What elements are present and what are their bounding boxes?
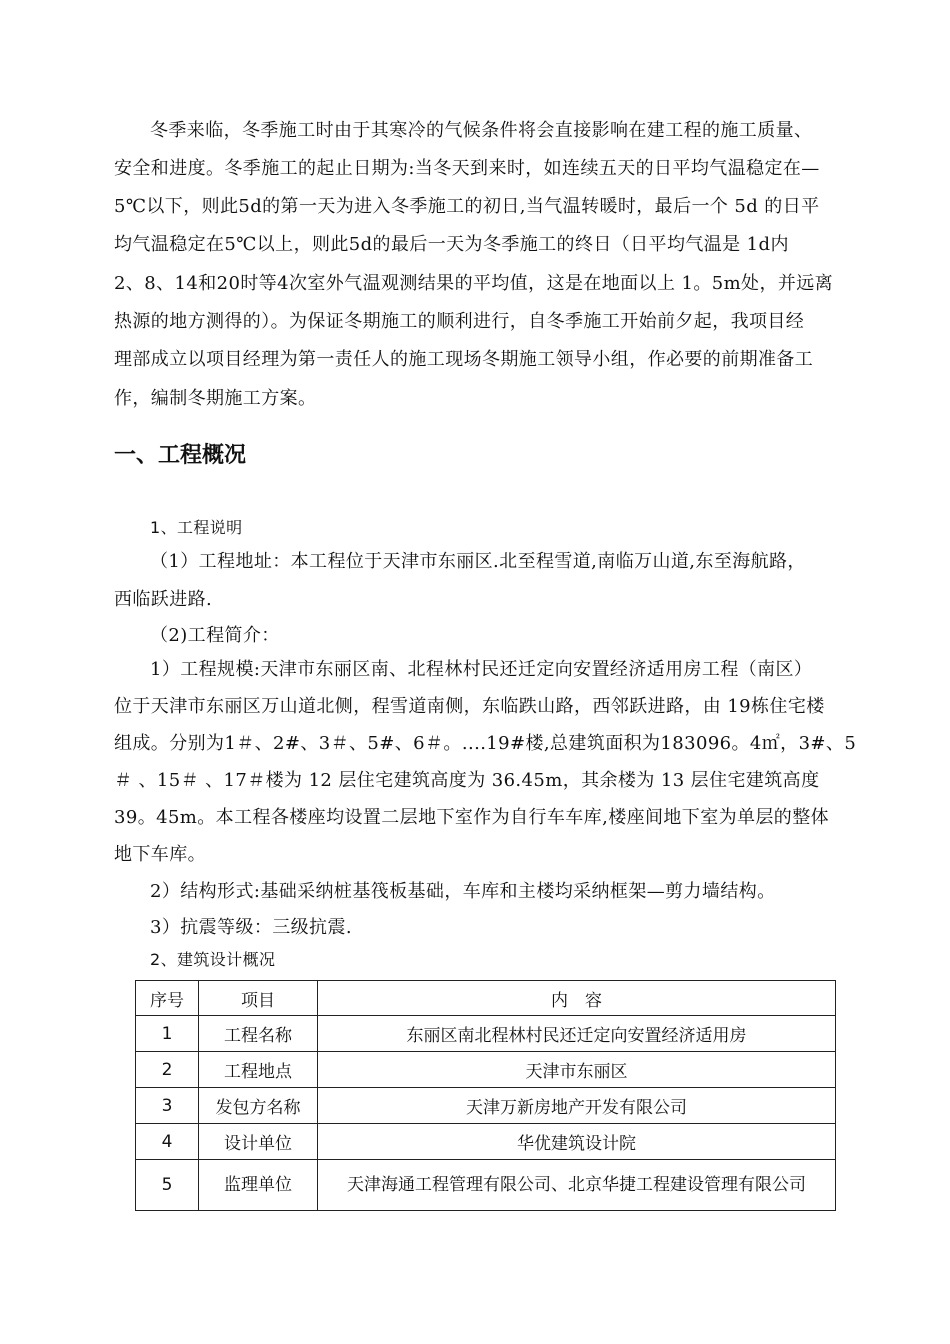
cell-index: 1 — [136, 1016, 199, 1052]
cell-item: 工程地点 — [199, 1052, 318, 1088]
intro-subheading: （2)工程简介： — [150, 625, 280, 646]
address-line-1: （1）工程地址：本工程位于天津市东丽区.北至程雪道,南临万山道,东至海航路， — [150, 551, 806, 572]
scale-line-4: ＃ 、15＃ 、17＃楼为 12 层住宅建筑高度为 36.45m，其余楼为 13 层住宅建筑高度 — [114, 770, 820, 791]
table-row — [136, 1160, 836, 1211]
intro-line-3: 5℃以下，则此5d的第一天为进入冬季施工的初日,当气温转暖时，最后一个 5d 的日平 — [114, 196, 820, 217]
section-heading: 一、工程概况 — [114, 443, 247, 468]
cell-index: 4 — [136, 1124, 199, 1160]
cell-index: 3 — [136, 1088, 199, 1124]
cell-content: 东丽区南北程林村民还迁定向安置经济适用房 — [318, 1016, 836, 1052]
intro-line-6: 热源的地方测得的）。为保证冬期施工的顺利进行，自冬季施工开始前夕起，我项目经 — [114, 311, 805, 332]
scale-line-2: 位于天津市东丽区万山道北侧，程雪道南侧，东临跌山路，西邻跃进路，由 19栋住宅楼 — [114, 696, 825, 717]
cell-item: 设计单位 — [199, 1124, 318, 1160]
table-row — [136, 1088, 836, 1124]
structure-line: 2）结构形式:基础采纳桩基筏板基础，车库和主楼均采纳框架—剪力墙结构。 — [150, 881, 776, 902]
table-row — [136, 1052, 836, 1088]
intro-line-2: 安全和进度。冬季施工的起止日期为:当冬天到来时，如连续五天的日平均气温稳定在— — [114, 158, 820, 179]
cell-content: 天津海通工程管理有限公司、北京华捷工程建设管理有限公司 — [318, 1160, 836, 1211]
scale-line-6: 地下车库。 — [114, 844, 206, 865]
scale-line-1: 1）工程规模:天津市东丽区南、北程林村民还迁定向安置经济适用房工程（南区） — [150, 659, 813, 680]
cell-index: 2 — [136, 1052, 199, 1088]
cell-item: 监理单位 — [199, 1160, 318, 1211]
cell-item: 发包方名称 — [199, 1088, 318, 1124]
intro-line-7: 理部成立以项目经理为第一责任人的施工现场冬期施工领导小组，作必要的前期准备工 — [114, 349, 814, 370]
scale-line-5: 39。45m。本工程各楼座均设置二层地下室作为自行车车库,楼座间地下室为单层的整体 — [114, 807, 829, 828]
intro-line-8: 作，编制冬期施工方案。 — [114, 388, 317, 409]
cell-content: 天津市东丽区 — [318, 1052, 836, 1088]
intro-line-4: 均气温稳定在5℃以上，则此5d的最后一天为冬季施工的终日（日平均气温是 1d内 — [114, 234, 789, 255]
seismic-line: 3）抗震等级：三级抗震. — [150, 917, 352, 938]
cell-content: 华优建筑设计院 — [318, 1124, 836, 1160]
header-cell-index: 序号 — [136, 981, 199, 1016]
cell-content: 天津万新房地产开发有限公司 — [318, 1088, 836, 1124]
intro-line-5: 2、8、14和20时等4次室外气温观测结果的平均值，这是在地面以上 1。5m处，并远离 — [114, 273, 834, 294]
cell-index: 5 — [136, 1160, 199, 1211]
cell-item: 工程名称 — [199, 1016, 318, 1052]
address-line-2: 西临跃进路. — [114, 589, 213, 610]
table-header-row — [136, 981, 836, 1016]
intro-line-1: 冬季来临，冬季施工时由于其寒冷的气候条件将会直接影响在建工程的施工质量、 — [150, 120, 813, 141]
design-overview-table — [135, 980, 836, 1211]
table-row — [136, 1124, 836, 1160]
header-cell-content: 内 容 — [318, 981, 836, 1016]
subheading-project-description: 1、工程说明 — [150, 518, 243, 537]
scale-line-3: 组成。分别为1＃、2#、3＃、5#、6＃。....19#楼,总建筑面积为183096。4㎡，3#、5 — [114, 733, 857, 754]
subheading-design-overview: 2、建筑设计概况 — [150, 950, 276, 969]
header-cell-item: 项目 — [199, 981, 318, 1016]
table-row — [136, 1016, 836, 1052]
